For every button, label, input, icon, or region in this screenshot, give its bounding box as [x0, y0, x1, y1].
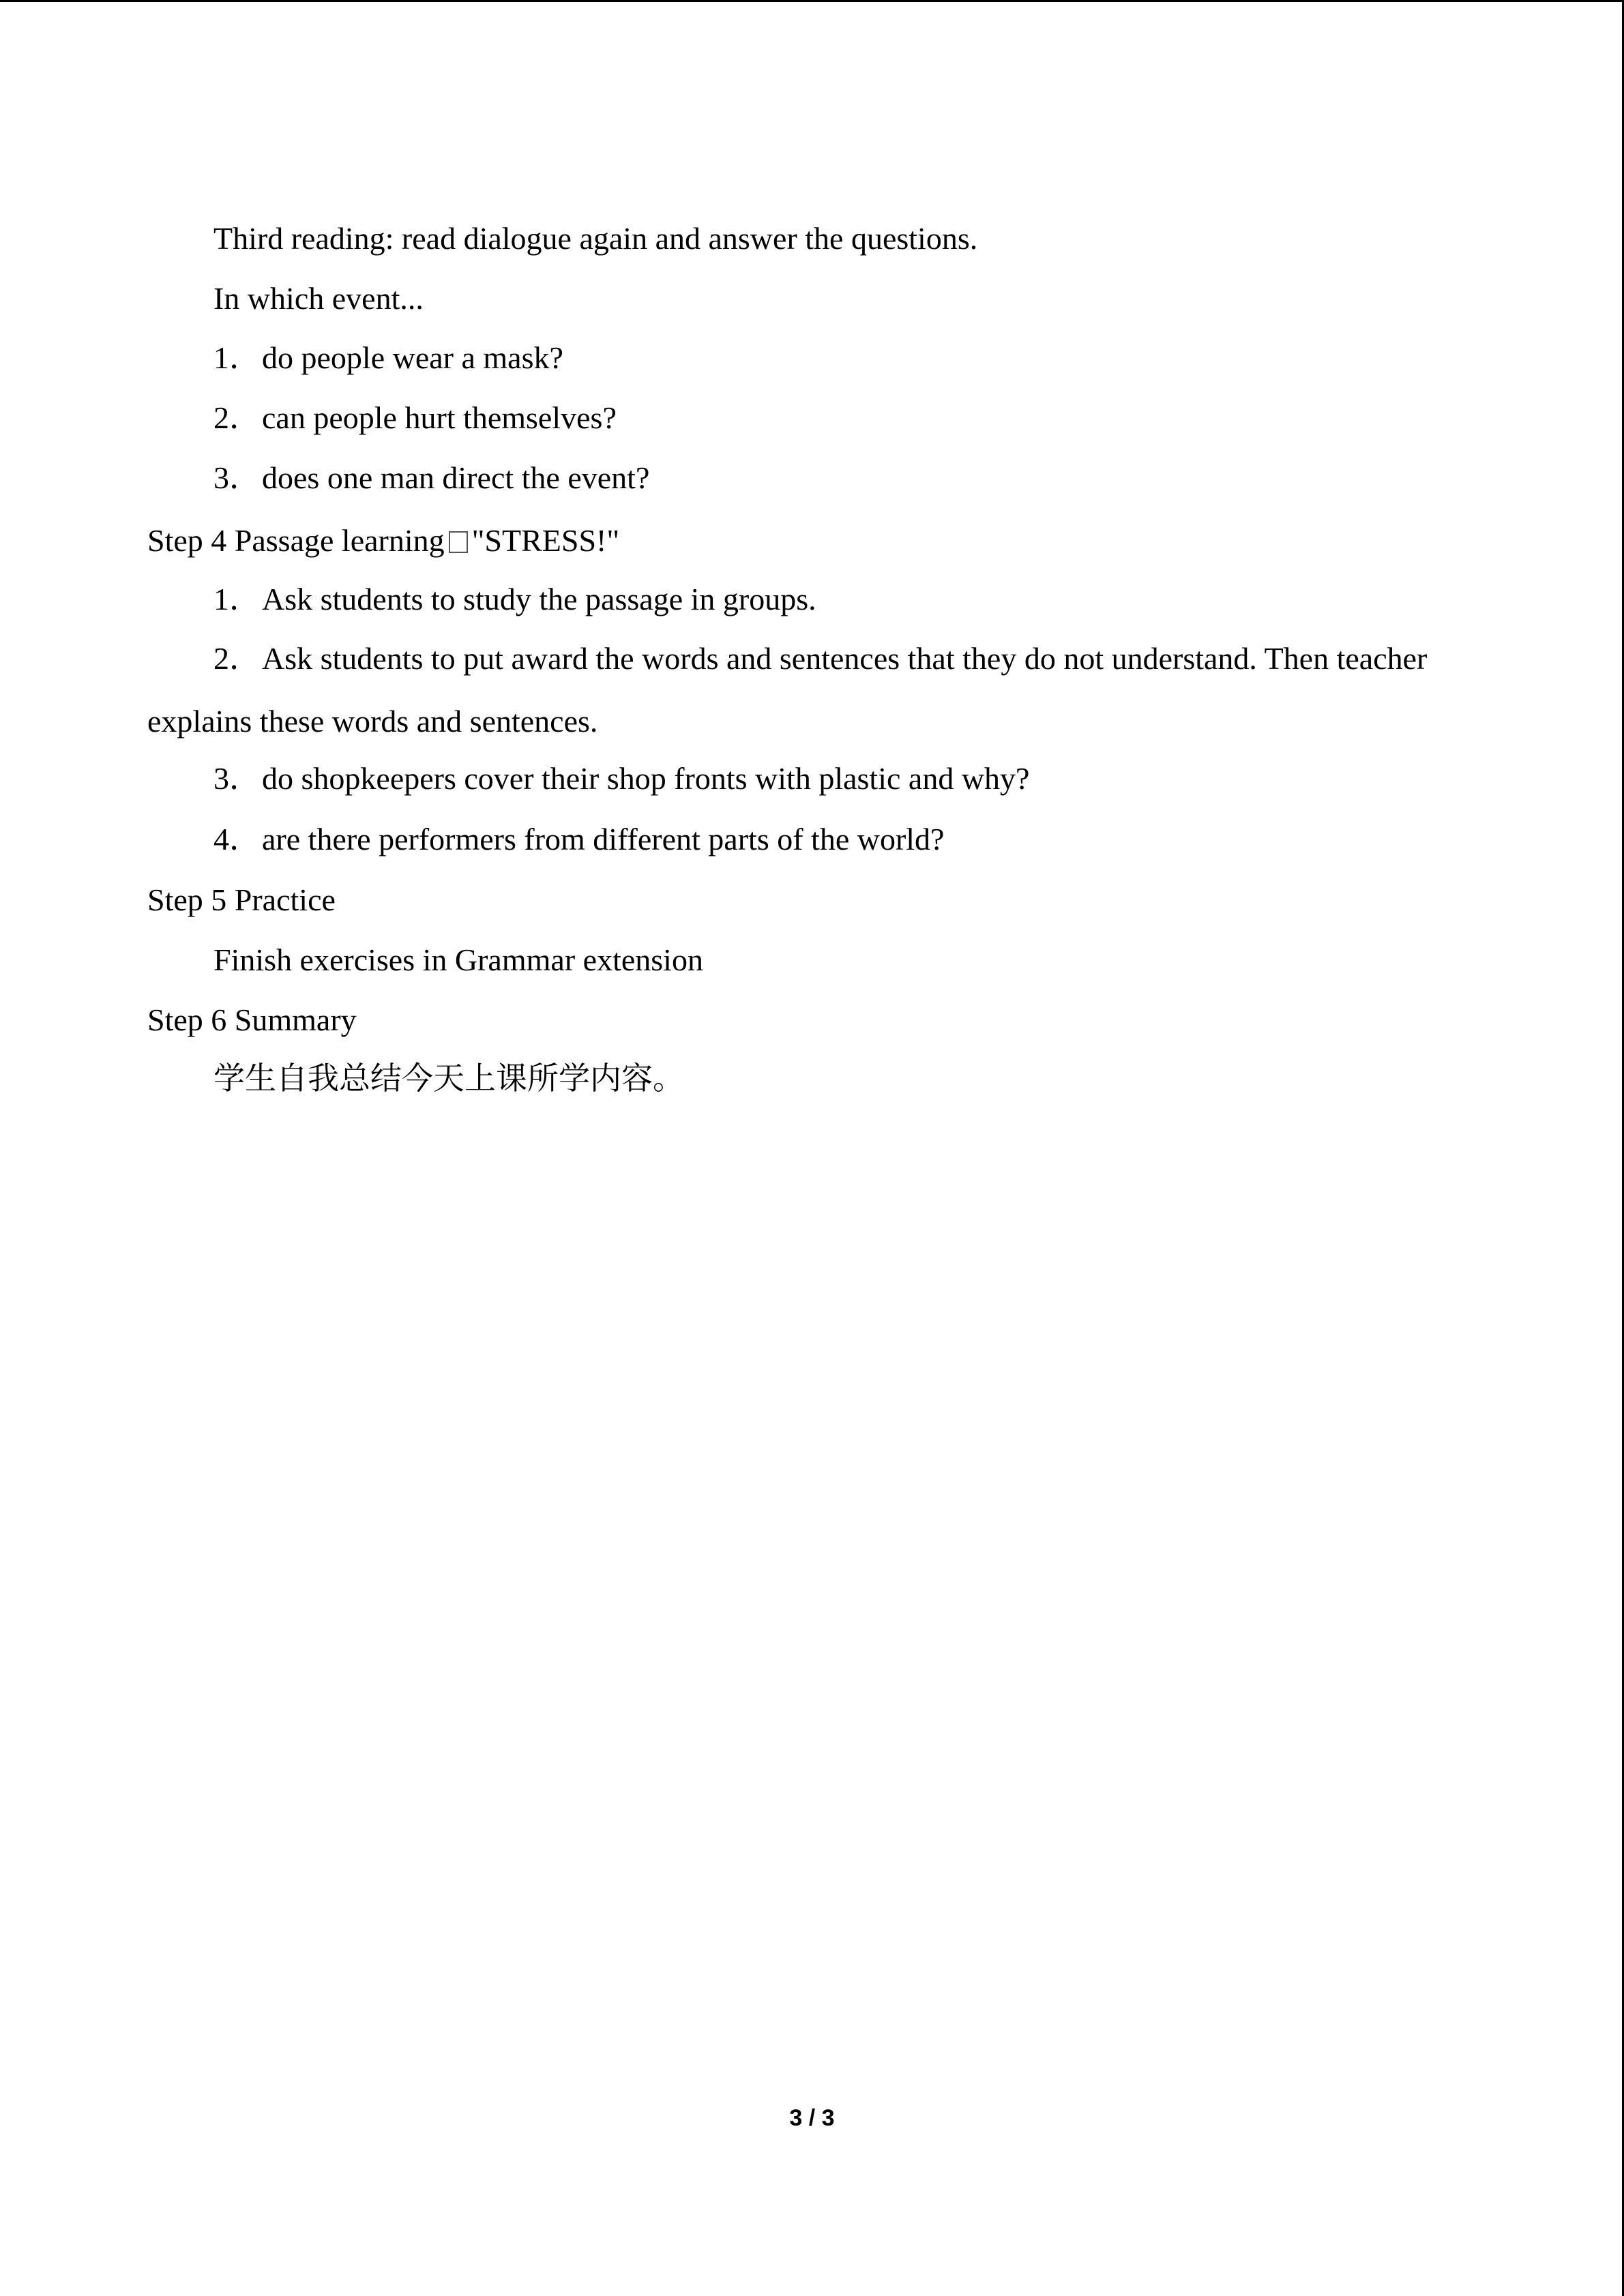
- question-1-text: do people wear a mask?: [262, 340, 563, 375]
- list-number: 1．: [213, 340, 261, 375]
- question-3-text: does one man direct the event?: [262, 460, 650, 495]
- question-2: [213, 399, 617, 437]
- step-4-item-2: [213, 640, 1427, 678]
- question-2-text: can people hurt themselves?: [262, 400, 617, 435]
- step-6-body: [213, 1060, 684, 1098]
- heading-step-4: [147, 522, 619, 560]
- list-number: 2．: [213, 641, 261, 676]
- question-1: [213, 339, 563, 377]
- list-number: 4．: [213, 822, 261, 856]
- step-4-item-3-text: do shopkeepers cover their shop fronts with plastic and why?: [262, 761, 1030, 796]
- step-5-body: [213, 941, 703, 979]
- step-4-heading-suffix: "STRESS!": [471, 523, 620, 558]
- in-which-event-text: In which event...: [213, 281, 424, 316]
- missing-glyph-box-icon: [449, 531, 468, 553]
- step-4-item-4-text: are there performers from different parts of the world?: [262, 822, 945, 856]
- page-number-footer: 3 / 3: [789, 2105, 835, 2131]
- step-6-heading-text: Step 6 Summary: [147, 1002, 357, 1037]
- step-4-item-4: [213, 820, 944, 859]
- heading-step-5: [147, 881, 336, 919]
- list-number: 3．: [213, 761, 261, 796]
- third-reading-text: Third reading: read dialogue again and answer the questions.: [213, 221, 978, 256]
- step-6-body-text: 学生自我总结今天上课所学内容。: [213, 1061, 684, 1096]
- question-3: [213, 459, 649, 497]
- list-number: 2．: [213, 400, 261, 435]
- list-number: 1．: [213, 582, 261, 616]
- list-number: 3．: [213, 460, 261, 495]
- step-5-heading-text: Step 5 Practice: [147, 882, 336, 917]
- paragraph-third-reading: [213, 220, 977, 258]
- paragraph-in-which-event: [213, 280, 424, 318]
- step-4-item-1-text: Ask students to study the passage in groups.: [262, 582, 816, 616]
- step-4-item-2-continuation: [147, 702, 597, 741]
- step-4-heading-text: Step 4 Passage learning: [147, 523, 445, 558]
- step-4-item-2-text: Ask students to put award the words and sentences that they do not understand. Then teacher: [262, 641, 1428, 676]
- heading-step-6: [147, 1001, 357, 1039]
- step-4-item-3: [213, 760, 1029, 798]
- step-4-item-1: [213, 580, 816, 618]
- step-4-item-2-continuation-text: explains these words and sentences.: [147, 704, 598, 739]
- step-5-body-text: Finish exercises in Grammar extension: [213, 942, 703, 977]
